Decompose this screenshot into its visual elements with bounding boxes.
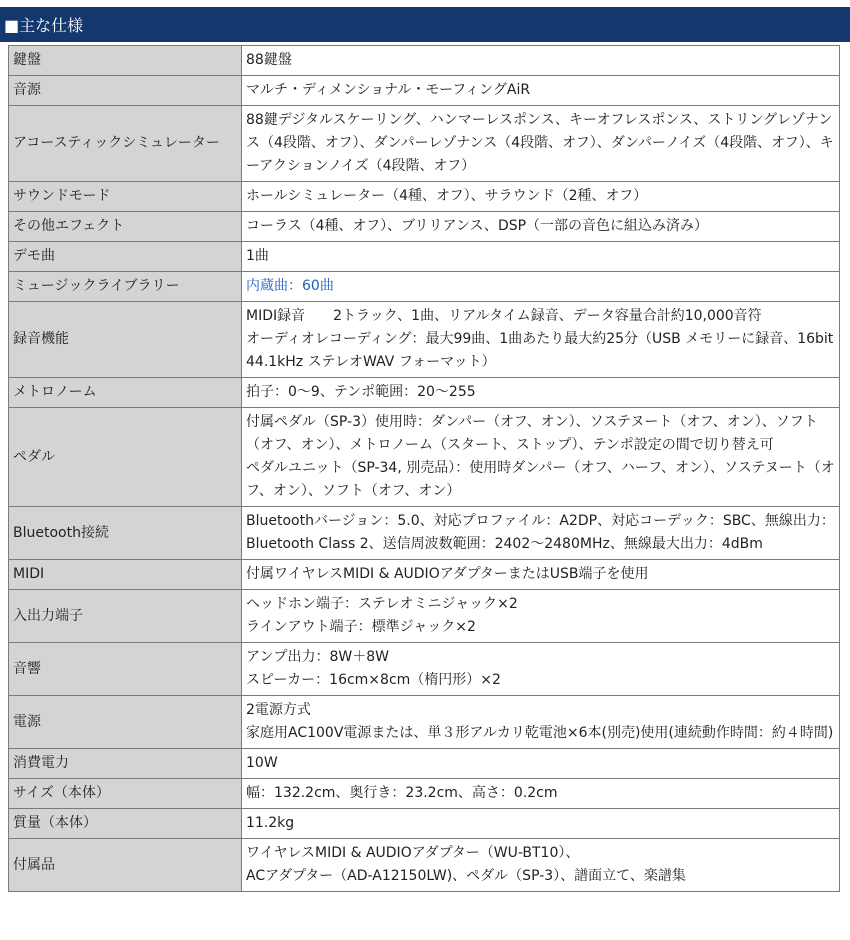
- spec-value-line: 10W: [246, 755, 278, 771]
- table-row: [9, 749, 840, 779]
- spec-table: [8, 45, 840, 892]
- table-row: [9, 507, 840, 560]
- table-row: [9, 809, 840, 839]
- spec-label: その他エフェクト: [9, 212, 242, 242]
- spec-value-line: アンプ出力：8W＋8W: [246, 649, 389, 665]
- spec-value: [242, 76, 840, 106]
- music-library-link[interactable]: 内蔵曲：60曲: [246, 278, 334, 294]
- spec-table-container: [0, 42, 850, 892]
- spec-label: 質量（本体）: [9, 809, 242, 839]
- table-row: [9, 408, 840, 507]
- spec-label: メトロノーム: [9, 378, 242, 408]
- table-row: [9, 242, 840, 272]
- spec-value-line: スピーカー：16cm×8cm（楕円形）×2: [246, 672, 501, 688]
- spec-value-line: マルチ・ディメンショナル・モーフィングAiR: [246, 82, 531, 98]
- section-title: ■主な仕様: [4, 16, 84, 35]
- spec-table-body: [9, 46, 840, 892]
- table-row: [9, 212, 840, 242]
- table-row: [9, 182, 840, 212]
- section-header: [0, 10, 850, 42]
- spec-value: [242, 643, 840, 696]
- spec-label: MIDI: [9, 560, 242, 590]
- spec-value: [242, 809, 840, 839]
- spec-value: [242, 839, 840, 892]
- spec-label: サイズ（本体）: [9, 779, 242, 809]
- spec-value: [242, 106, 840, 182]
- spec-value-line: 付属ペダル（SP-3）使用時：ダンパー（オフ、オン）、ソステヌート（オフ、オン）、ソフト（オフ、オン）、メトロノーム（スタート、ストップ）、テンポ設定の間で切り替え可: [246, 414, 818, 453]
- spec-label: ミュージックライブラリー: [9, 272, 242, 302]
- spec-label: アコースティックシミュレーター: [9, 106, 242, 182]
- spec-value: [242, 696, 840, 749]
- spec-value-line: 88鍵デジタルスケーリング、ハンマーレスポンス、キーオフレスポンス、ストリングレゾナンス（4段階、オフ）、ダンパーレゾナンス（4段階、オフ）、ダンパーノイズ（4段階、オフ）、キーアクションノイズ（4段階、オフ）: [246, 112, 834, 174]
- spec-value-line: 拍子：0～9、テンポ範囲：20～255: [246, 384, 476, 400]
- spec-value: [242, 242, 840, 272]
- spec-value-line: MIDI録音 2トラック、1曲、リアルタイム録音、データ容量合計約10,000音符: [246, 308, 762, 324]
- spec-label: サウンドモード: [9, 182, 242, 212]
- table-row: [9, 839, 840, 892]
- spec-value: [242, 272, 840, 302]
- spec-label: 入出力端子: [9, 590, 242, 643]
- table-row: [9, 106, 840, 182]
- spec-label: デモ曲: [9, 242, 242, 272]
- spec-value-line: ペダルユニット（SP-34, 別売品）：使用時ダンパー（オフ、ハーフ、オン）、ソステヌート（オフ、オン）、ソフト（オフ、オン）: [246, 460, 835, 499]
- spec-value: [242, 590, 840, 643]
- spec-value-line: 1曲: [246, 248, 269, 264]
- spec-value: [242, 507, 840, 560]
- spec-value: [242, 378, 840, 408]
- top-divider: [0, 0, 850, 10]
- table-row: [9, 272, 840, 302]
- spec-value-line: 幅：132.2cm、奥行き：23.2cm、高さ：0.2cm: [246, 785, 558, 801]
- spec-value: [242, 212, 840, 242]
- spec-value: [242, 779, 840, 809]
- spec-label: 音響: [9, 643, 242, 696]
- table-row: [9, 46, 840, 76]
- spec-value: [242, 408, 840, 507]
- spec-value: [242, 46, 840, 76]
- table-row: [9, 76, 840, 106]
- table-row: [9, 378, 840, 408]
- spec-value: [242, 749, 840, 779]
- table-row: [9, 779, 840, 809]
- spec-label: 電源: [9, 696, 242, 749]
- spec-label: 鍵盤: [9, 46, 242, 76]
- spec-value-line: 88鍵盤: [246, 52, 292, 68]
- spec-label: 付属品: [9, 839, 242, 892]
- spec-value-line: 11.2kg: [246, 815, 295, 831]
- table-row: [9, 696, 840, 749]
- spec-value-line: 家庭用AC100V電源または、単３形アルカリ乾電池×6本(別売)使用(連続動作時間：約４時間): [246, 725, 834, 741]
- spec-label: 音源: [9, 76, 242, 106]
- spec-value: [242, 302, 840, 378]
- spec-value-line: ラインアウト端子：標準ジャック×2: [246, 619, 476, 635]
- spec-value-line: コーラス（4種、オフ）、ブリリアンス、DSP（一部の音色に組込み済み）: [246, 218, 709, 234]
- spec-value: [242, 560, 840, 590]
- spec-value-line: ヘッドホン端子：ステレオミニジャック×2: [246, 596, 518, 612]
- table-row: [9, 302, 840, 378]
- spec-label: Bluetooth接続: [9, 507, 242, 560]
- table-row: [9, 560, 840, 590]
- table-row: [9, 643, 840, 696]
- spec-value: [242, 182, 840, 212]
- spec-label: 消費電力: [9, 749, 242, 779]
- spec-value-line: ホールシミュレーター（4種、オフ）、サラウンド（2種、オフ）: [246, 188, 648, 204]
- spec-label: 録音機能: [9, 302, 242, 378]
- table-row: [9, 590, 840, 643]
- spec-value-line: Bluetoothバージョン：5.0、対応プロファイル：A2DP、対応コーデック：SBC、無線出力：Bluetooth Class 2、送信周波数範囲：2402～2480MHz、無線最大出力：4dBm: [246, 513, 835, 552]
- spec-value-line: ワイヤレスMIDI & AUDIOアダプター（WU-BT10）、: [246, 845, 580, 861]
- spec-value-line: 付属ワイヤレスMIDI & AUDIOアダプターまたはUSB端子を使用: [246, 566, 649, 582]
- spec-label: ペダル: [9, 408, 242, 507]
- spec-value-line: 2電源方式: [246, 702, 311, 718]
- spec-value-line: ACアダプター（AD-A12150LW)、ペダル（SP-3）、譜面立て、楽譜集: [246, 868, 686, 884]
- spec-value-line: オーディオレコーディング：最大99曲、1曲あたり最大約25分（USB メモリーに録音、16bit 44.1kHz ステレオWAV フォーマット）: [246, 331, 834, 370]
